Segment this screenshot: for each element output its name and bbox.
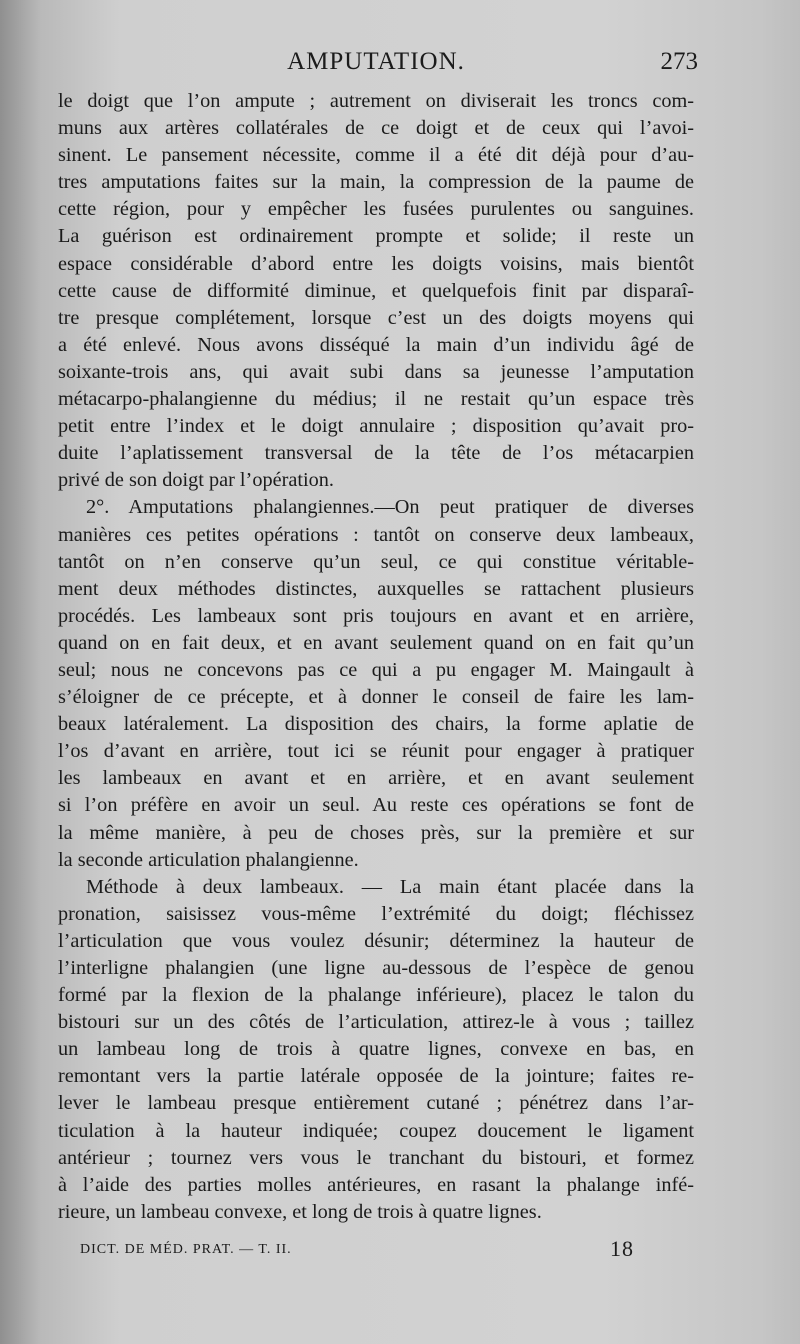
text-line: l’interligne phalangien (une ligne au-dessous de l’espèce de genou: [58, 957, 694, 979]
text-line: manières ces petites opérations : tantôt on conserve deux lambeaux,: [58, 523, 694, 546]
text-line: l’articulation que vous voulez désunir; déterminez la hauteur de: [58, 929, 694, 952]
text-line: bistouri sur un des côtés de l’articulation, attirez-le à vous ; taillez: [58, 1011, 694, 1034]
text-line: la même manière, à peu de choses près, sur la première et sur: [58, 821, 694, 844]
text-line: rieure, un lambeau convexe, et long de trois à quatre lignes.: [58, 1200, 542, 1223]
text-line: Méthode à deux lambeaux. — La main étant placée dans la: [86, 875, 694, 898]
text-line: à l’aide des parties molles antérieures, en rasant la phalange infé-: [58, 1173, 694, 1196]
text-line: tres amputations faites sur la main, la compression de la paume de: [58, 171, 694, 194]
text-line: tre presque complétement, lorsque c’est un des doigts moyens qui: [58, 306, 694, 329]
page-number: 273: [660, 48, 698, 75]
text-line: espace considérable d’abord entre les doigts voisins, mais bientôt: [58, 252, 694, 275]
text-line: ticulation à la hauteur indiquée; coupez doucement le ligament: [58, 1119, 694, 1142]
text-line: le doigt que l’on ampute ; autrement on diviserait les troncs com-: [58, 90, 694, 112]
page-header: [58, 46, 698, 86]
text-line: quand on en fait deux, et en avant seulement quand on en fait qu’un: [58, 631, 694, 654]
text-line: 2°. Amputations phalangiennes.—On peut pratiquer de diverses: [86, 496, 694, 519]
text-line: pronation, saisissez vous-même l’extrémité du doigt; fléchissez: [58, 902, 694, 925]
text-line: beaux latéralement. La disposition des chairs, la forme aplatie de: [58, 713, 694, 736]
text-line: un lambeau long de trois à quatre lignes, convexe en bas, en: [58, 1038, 694, 1061]
text-line: muns aux artères collatérales de ce doigt et de ceux qui l’avoi-: [58, 117, 694, 140]
text-line: lever le lambeau presque entièrement cutané ; pénétrez dans l’ar-: [58, 1092, 694, 1115]
text-line: la seconde articulation phalangienne.: [58, 848, 359, 871]
signature-mark: DICT. DE MÉD. PRAT. — T. II.: [80, 1242, 292, 1257]
text-line: si l’on préfère en avoir un seul. Au reste ces opérations se font de: [58, 794, 694, 817]
running-title: AMPUTATION.: [287, 48, 465, 75]
text-line: privé de son doigt par l’opération.: [58, 469, 334, 492]
text-line: procédés. Les lambeaux sont pris toujours en avant et en arrière,: [58, 604, 694, 627]
book-page: [58, 46, 698, 1286]
text-line: métacarpo-phalangienne du médius; il ne restait qu’un espace très: [58, 388, 694, 411]
text-line: s’éloigner de ce précepte, et à donner le conseil de faire les lam-: [58, 686, 694, 709]
text-line: cette région, pour y empêcher les fusées purulentes ou sanguines.: [58, 198, 694, 221]
text-line: remontant vers la partie latérale opposée de la jointure; faites re-: [58, 1065, 694, 1088]
text-line: petit entre l’index et le doigt annulaire ; disposition qu’avait pro-: [58, 415, 694, 438]
text-line: les lambeaux en avant et en arrière, et en avant seulement: [58, 767, 694, 790]
text-line: tantôt on n’en conserve qu’un seul, ce qui constitue véritable-: [58, 550, 694, 573]
text-line: duite l’aplatissement transversal de la tête de l’os métacarpien: [58, 442, 694, 465]
text-line: a été enlevé. Nous avons disséqué la main d’un individu âgé de: [58, 333, 694, 356]
text-line: sinent. Le pansement nécessite, comme il a été dit déjà pour d’au-: [58, 144, 694, 167]
text-line: antérieur ; tournez vers vous le tranchant du bistouri, et formez: [58, 1146, 694, 1169]
text-line: l’os d’avant en arrière, tout ici se réunit pour engager à pratiquer: [58, 740, 694, 763]
text-line: formé par la flexion de la phalange inférieure), placez le talon du: [58, 984, 694, 1007]
text-line: cette cause de difformité diminue, et quelquefois finit par disparaî-: [58, 279, 694, 302]
signature-number: 18: [610, 1236, 634, 1261]
text-line: seul; nous ne concevons pas ce qui a pu engager M. Maingault à: [58, 658, 694, 681]
text-line: La guérison est ordinairement prompte et solide; il reste un: [58, 225, 694, 248]
text-line: ment deux méthodes distinctes, auxquelles se rattachent plusieurs: [58, 577, 694, 600]
text-line: soixante-trois ans, qui avait subi dans sa jeunesse l’amputation: [58, 360, 694, 383]
body-text: [58, 88, 694, 1226]
